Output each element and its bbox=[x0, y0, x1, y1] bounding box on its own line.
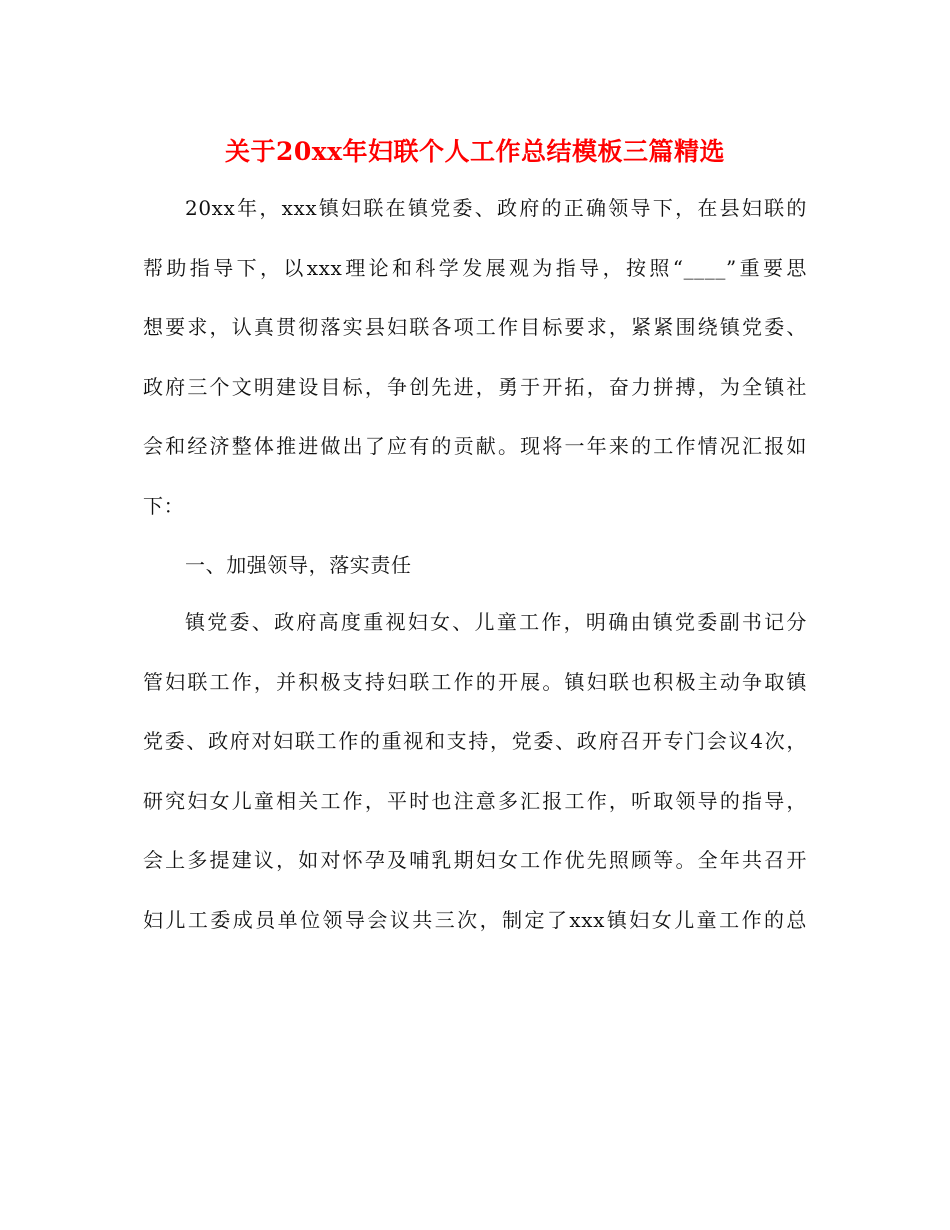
paragraph-line: 20xx年，xxx镇妇联在镇党委、政府的正确领导下，在县妇联的 bbox=[185, 196, 807, 220]
paragraph-line: 镇党委、政府高度重视妇女、儿童工作，明确由镇党委副书记分 bbox=[185, 610, 807, 634]
paragraph-line: 帮助指导下，以xxx理论和科学发展观为指导，按照“____”重要思 bbox=[143, 255, 807, 280]
paragraph-line: 研究妇女儿童相关工作，平时也注意多汇报工作，听取领导的指导， bbox=[143, 788, 807, 813]
section-heading: 一、加强领导，落实责任 bbox=[185, 553, 412, 577]
paragraph-line: 党委、政府对妇联工作的重视和支持，党委、政府召开专门会议4次， bbox=[143, 729, 807, 753]
paragraph-line: 会上多提建议，如对怀孕及哺乳期妇女工作优先照顾等。全年共召开 bbox=[143, 848, 807, 872]
paragraph-line: 想要求，认真贯彻落实县妇联各项工作目标要求，紧紧围绕镇党委、 bbox=[143, 315, 807, 339]
paragraph-line: 管妇联工作，并积极支持妇联工作的开展。镇妇联也积极主动争取镇 bbox=[143, 669, 807, 694]
paragraph-line: 政府三个文明建设目标，争创先进，勇于开拓，奋力拼搏，为全镇社 bbox=[143, 374, 807, 399]
paragraph-line: 下： bbox=[143, 493, 185, 518]
paragraph-line: 会和经济整体推进做出了应有的贡献。现将一年来的工作情况汇报如 bbox=[143, 434, 807, 458]
document-title: 关于20xx年妇联个人工作总结模板三篇精选 bbox=[224, 137, 726, 166]
paragraph-line: 妇儿工委成员单位领导会议共三次，制定了xxx镇妇女儿童工作的总 bbox=[143, 907, 807, 932]
document-body bbox=[143, 189, 807, 960]
